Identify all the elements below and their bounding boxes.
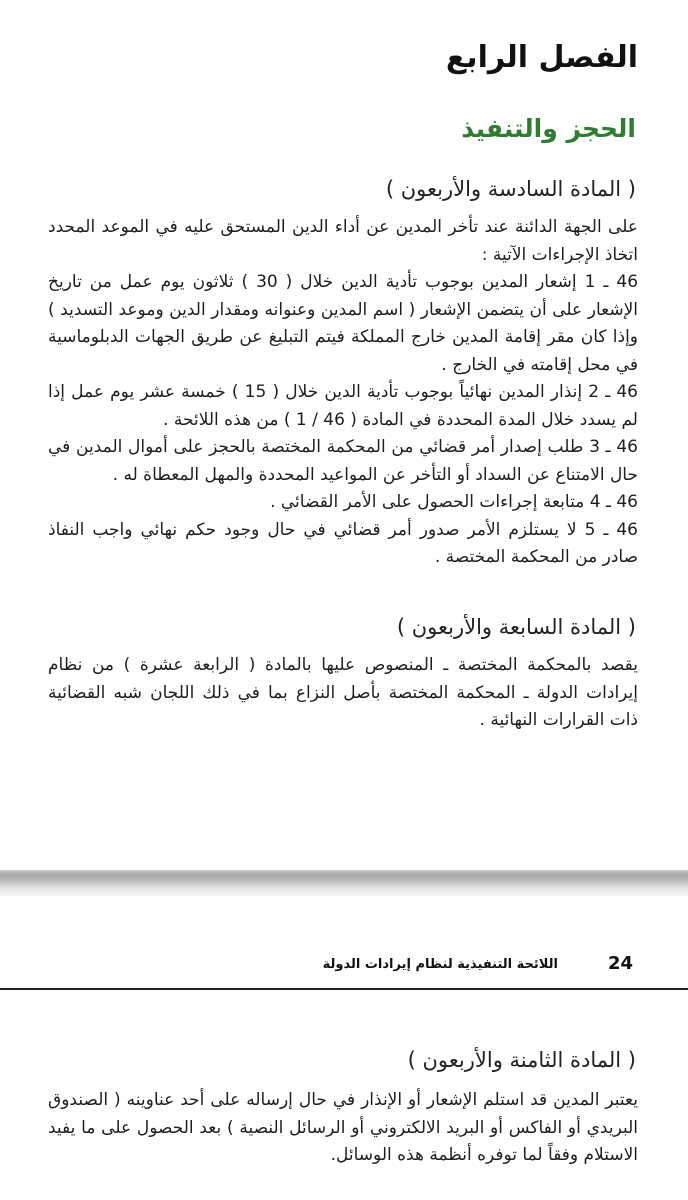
article-46-item-3: 46 ـ 3 طلب إصدار أمر قضائي من المحكمة المختصة بالحجز على أموال المدين في حال الامتناع عن السداد أو التأخر عن المواعيد المحددة والمهل المعطاة له . <box>48 437 638 485</box>
page-number: 24 <box>607 953 633 974</box>
article-47-text: يقصد بالمحكمة المختصة ـ المنصوص عليها بالمادة ( الرابعة عشرة ) من نظام إيرادات الدولة ـ المحكمة المختصة بأصل النزاع بما في ذلك اللجان شبه القضائية ذات القرارات النهائية . <box>48 655 638 730</box>
chapter-title: الفصل الرابع <box>445 40 638 75</box>
article-46-body <box>48 214 638 572</box>
article-46-item-2: 46 ـ 2 إنذار المدين نهائياً بوجوب تأدية الدين خلال ( 15 ) خمسة عشر يوم عمل إذا لم يسدد خلال المدة المحددة في المادة ( 46 / 1 ) من هذه اللائحة . <box>48 382 638 430</box>
page-divider <box>0 870 688 896</box>
section-title: الحجز والتنفيذ <box>461 114 636 143</box>
article-47-heading: ( المادة السابعة والأربعون ) <box>396 615 636 639</box>
article-46-intro: على الجهة الدائنة عند تأخر المدين عن أداء الدين المستحق عليه في الموعد المحدد اتخاذ الإجراءات الآتية : <box>48 217 638 265</box>
page-footer <box>0 945 688 985</box>
article-46-item-5: 46 ـ 5 لا يستلزم الأمر صدور أمر قضائي في حال وجود حكم نهائي واجب النفاذ صادر من المحكمة المختصة . <box>48 519 638 567</box>
article-48-heading: ( المادة الثامنة والأربعون ) <box>407 1048 636 1072</box>
footer-rule <box>0 988 688 990</box>
footer-title: اللائحة التنفيذية لنظام إيرادات الدولة <box>322 957 558 972</box>
article-46-item-4: 46 ـ 4 متابعة إجراءات الحصول على الأمر القضائي . <box>270 492 638 512</box>
article-46-item-1: 46 ـ 1 إشعار المدين بوجوب تأدية الدين خلال ( 30 ) ثلاثون يوم عمل من تاريخ الإشعار على أن يتضمن الإشعار ( اسم المدين وعنوانه ومقدار الدين وموعد التسديد ) وإذا كان مقر إقامة المدين خارج المملكة فيتم التبليغ عن طريق الجهات الدبلوماسية في محل إقامته في الخارج . <box>48 272 639 375</box>
article-46-heading: ( المادة السادسة والأربعون ) <box>385 177 636 201</box>
article-48-text: يعتبر المدين قد استلم الإشعار أو الإنذار في حال إرساله على أحد عناوينه ( الصندوق البريدي أو الفاكس أو البريد الالكتروني أو الرسائل النصية ) بعد الحصول على ما يفيد الاستلام وفقاً لما توفره أنظمة هذه الوسائل. <box>48 1090 638 1165</box>
